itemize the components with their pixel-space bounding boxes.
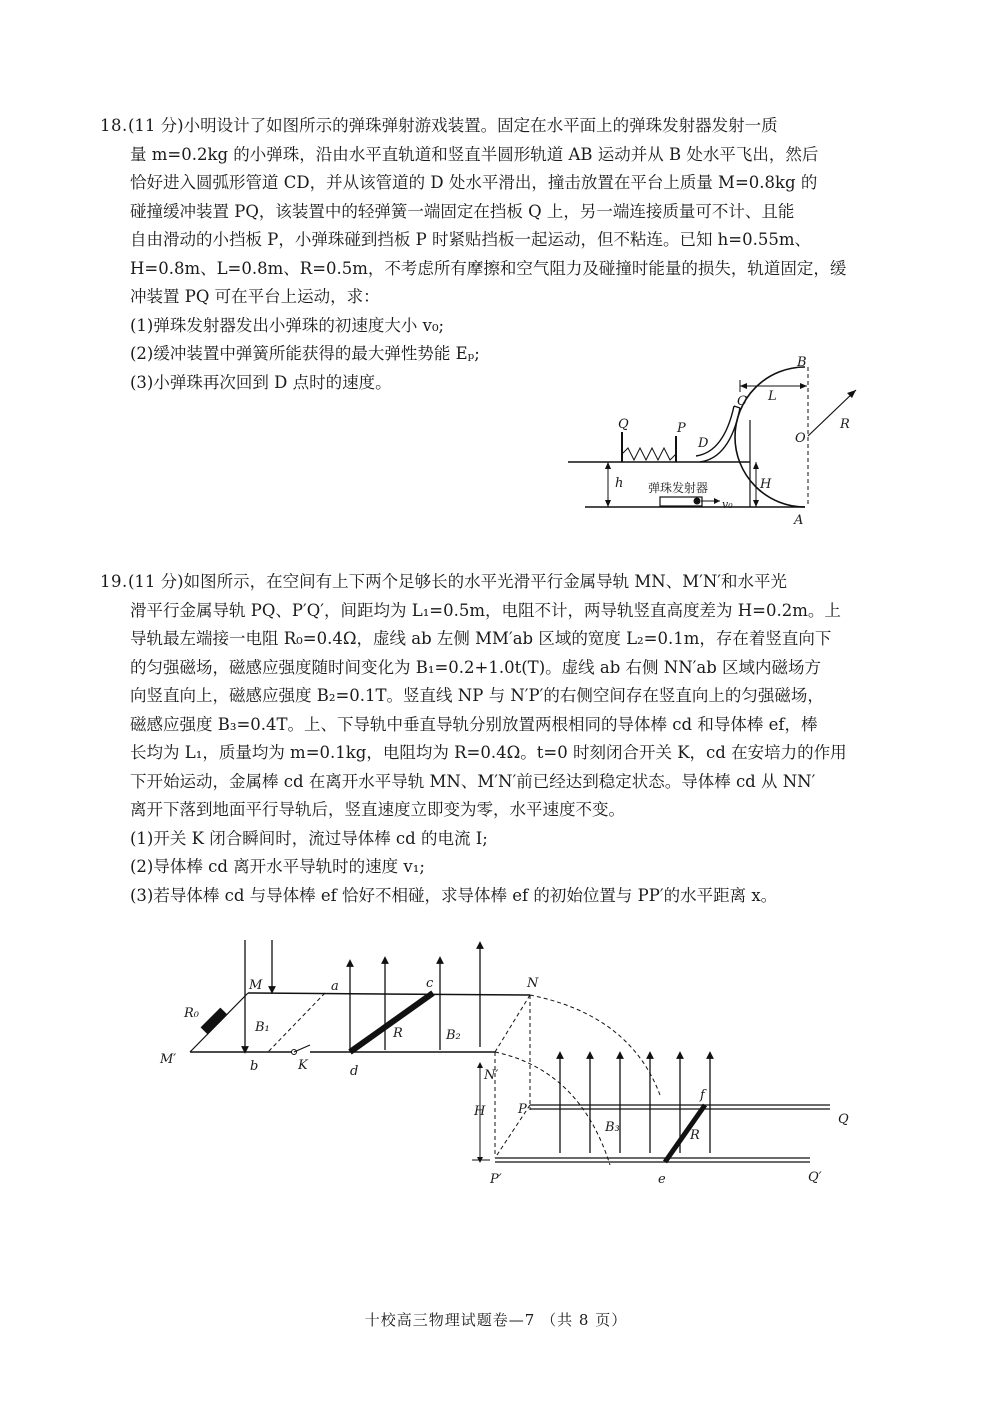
rod-cd <box>350 993 433 1052</box>
resistor-R0 <box>201 1008 228 1035</box>
question-line: 恰好进入圆弧形管道 CD，并从该管道的 D 处水平滑出，撞击放置在平台上质量 M=0.8kg 的 <box>130 173 818 192</box>
label-P: P <box>677 421 686 436</box>
label-launcher: 弹珠发射器 <box>648 481 709 495</box>
sub-question-3: (3)若导体棒 cd 与导体棒 ef 恰好不相碰，求导体棒 ef 的初始位置与 PP′的水平距离 x。 <box>130 885 778 905</box>
sub-question-1: (1)开关 K 闭合瞬间时，流过导体棒 cd 的电流 I; <box>130 828 488 848</box>
label-N: N <box>527 976 539 991</box>
q19-figure <box>150 935 870 1195</box>
label-H: H <box>760 477 772 492</box>
question-line: 长均为 L₁，质量均为 m=0.1kg，电阻均为 R=0.4Ω。t=0 时刻闭合开关 K，cd 在安培力的作用 <box>130 743 847 762</box>
label-b: b <box>250 1059 259 1074</box>
label-B1: B₁ <box>255 1020 270 1035</box>
label-L: L <box>768 389 777 404</box>
label-Q: Q <box>838 1112 849 1127</box>
question-line: 导轨最左端接一电阻 R₀=0.4Ω，虚线 ab 左侧 MM′ab 区域的宽度 L₂=0.1m，存在着竖直向下 <box>130 629 832 648</box>
label-A: A <box>794 513 804 528</box>
label-d: d <box>350 1064 359 1079</box>
label-C: C <box>737 394 747 409</box>
label-Np: N′ <box>484 1068 499 1083</box>
label-R: R <box>840 417 850 432</box>
spring <box>622 448 676 460</box>
q18-figure <box>560 350 900 535</box>
label-D: D <box>698 436 709 451</box>
label-Q: Q <box>618 417 629 432</box>
label-e: e <box>658 1172 666 1187</box>
sub-question-1: (1)弹珠发射器发出小弹珠的初速度大小 v₀; <box>130 315 445 335</box>
rail-MN <box>248 993 530 995</box>
question-number: 18. <box>100 116 128 135</box>
question-first-line: (11 分)小明设计了如图所示的弹珠弹射游戏装置。固定在水平面上的弹珠发射器发射一质 <box>128 116 778 135</box>
pipe-cd-outer <box>700 408 740 462</box>
label-P: P <box>518 1102 527 1117</box>
question-line: 量 m=0.2kg 的小弹珠，沿由水平直轨道和竖直半圆形轨道 AB 运动并从 B 处水平飞出，然后 <box>130 144 819 164</box>
label-Qp: Q′ <box>808 1170 822 1185</box>
label-K: K <box>298 1058 308 1073</box>
question-first-line: (11 分)如图所示，在空间有上下两个足够长的水平光滑平行金属导轨 MN、M′N′和水平光 <box>128 572 788 591</box>
label-M: M <box>249 978 263 993</box>
label-B3: B₃ <box>605 1120 620 1135</box>
label-Mp: M′ <box>160 1052 177 1067</box>
label-a: a <box>331 979 339 994</box>
question-line: 下开始运动，金属棒 cd 在离开水平导轨 MN、M′N′前已经达到稳定状态。导体棒 cd 从 NN′ <box>130 771 816 791</box>
label-R-ef: R <box>690 1128 700 1143</box>
label-R0: R₀ <box>184 1006 199 1021</box>
label-f: f <box>700 1088 705 1103</box>
question-line: 碰撞缓冲装置 PQ，该装置中的轻弹簧一端固定在挡板 Q 上，另一端连接质量可不计、且能 <box>130 201 795 221</box>
label-c: c <box>426 976 434 991</box>
marble <box>694 498 701 505</box>
question-line: 磁感应强度 B₃=0.4T。上、下导轨中垂直导轨分别放置两根相同的导体棒 cd 和导体棒 ef，棒 <box>130 714 818 734</box>
sub-question-3: (3)小弹珠再次回到 D 点时的速度。 <box>130 372 392 392</box>
label-O: O <box>795 431 806 446</box>
question-line: 滑平行金属导轨 PQ、P′Q′，间距均为 L₁=0.5m，电阻不计，两导轨竖直高度差为 H=0.2m。上 <box>130 600 841 620</box>
label-Pp: P′ <box>490 1172 502 1187</box>
label-h: h <box>615 476 624 491</box>
sub-question-2: (2)导体棒 cd 离开水平导轨时的速度 v₁; <box>130 857 425 876</box>
label-H: H <box>474 1104 486 1119</box>
question-line: 离开下落到地面平行导轨后，竖直速度立即变为零，水平速度不变。 <box>130 800 625 819</box>
sub-question-2: (2)缓冲装置中弹簧所能获得的最大弹性势能 Eₚ; <box>130 344 480 363</box>
question-line: 冲装置 PQ 可在平台上运动，求： <box>130 287 380 306</box>
question-line: 的匀强磁场，磁感应强度随时间变化为 B₁=0.2+1.0t(T)。虚线 ab 右侧 NN′ab 区域内磁场方 <box>130 657 822 677</box>
label-v0: v₀ <box>722 498 733 511</box>
trajectory-upper <box>530 995 660 1095</box>
dashed-ab <box>268 993 325 1052</box>
question-19 <box>100 568 890 910</box>
question-line: 向竖直向上，磁感应强度 B₂=0.1T。竖直线 NP 与 N′P′的右侧空间存在竖直向上的匀强磁场， <box>130 686 824 705</box>
label-R: R <box>393 1026 403 1041</box>
question-line: H=0.8m、L=0.8m、R=0.5m，不考虑所有摩擦和空气阻力及碰撞时能量的损失，轨道固定，缓 <box>130 258 847 278</box>
question-number: 19. <box>100 572 128 591</box>
question-line: 自由滑动的小挡板 P，小弹珠碰到挡板 P 时紧贴挡板一起运动，但不粘连。已知 h=0.55m、 <box>130 230 812 249</box>
label-B: B <box>797 355 807 370</box>
page-footer: 十校高三物理试题卷—7 （共 8 页） <box>364 1311 628 1329</box>
label-B2: B₂ <box>446 1028 461 1043</box>
